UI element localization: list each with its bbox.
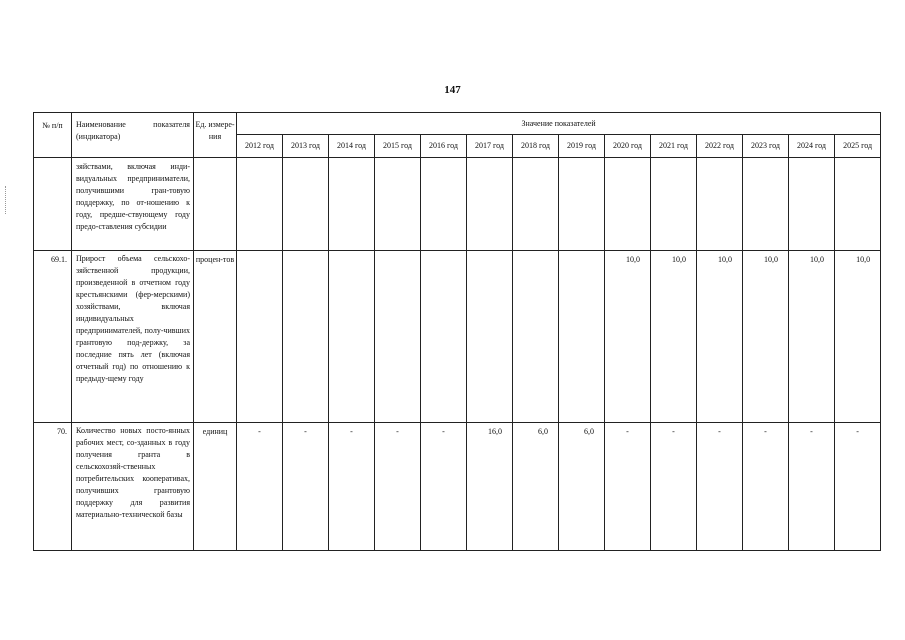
- row-value-cell: -: [421, 423, 467, 551]
- row-value-cell: 10,0: [835, 251, 881, 423]
- header-year: 2025 год: [835, 135, 881, 158]
- header-year: 2015 год: [375, 135, 421, 158]
- row-value-cell: [283, 251, 329, 423]
- row-value-cell: [467, 251, 513, 423]
- margin-mark: [5, 186, 7, 214]
- header-values-title: Значение показателей: [237, 113, 881, 135]
- row-value-cell: -: [789, 423, 835, 551]
- row-value-cell: [375, 158, 421, 251]
- row-value-cell: 6,0: [513, 423, 559, 551]
- header-year: 2012 год: [237, 135, 283, 158]
- row-value-cell: [421, 251, 467, 423]
- row-value-cell: [421, 158, 467, 251]
- row-value-cell: [283, 158, 329, 251]
- row-value-cell: [329, 158, 375, 251]
- header-unit: Ед. измере-ния: [194, 113, 237, 158]
- row-value-cell: -: [651, 423, 697, 551]
- row-value-cell: [835, 158, 881, 251]
- row-unit: процен-тов: [194, 251, 237, 423]
- indicators-table-container: [33, 112, 881, 551]
- row-value-cell: 10,0: [789, 251, 835, 423]
- row-value-cell: [513, 158, 559, 251]
- header-row-top: [34, 113, 881, 135]
- row-value-cell: -: [743, 423, 789, 551]
- table-row: [34, 158, 881, 251]
- header-year: 2016 год: [421, 135, 467, 158]
- row-number: [34, 158, 72, 251]
- row-value-cell: 16,0: [467, 423, 513, 551]
- row-value-cell: [605, 158, 651, 251]
- row-value-cell: [743, 158, 789, 251]
- row-value-cell: [329, 251, 375, 423]
- row-value-cell: [559, 251, 605, 423]
- table-header: [34, 113, 881, 158]
- page-number: 147: [444, 84, 461, 96]
- row-unit: [194, 158, 237, 251]
- row-value-cell: 10,0: [605, 251, 651, 423]
- row-value-cell: [651, 158, 697, 251]
- row-value-cell: [697, 158, 743, 251]
- header-year: 2022 год: [697, 135, 743, 158]
- header-year: 2013 год: [283, 135, 329, 158]
- row-value-cell: -: [375, 423, 421, 551]
- row-indicator-name: Прирост объема сельскохо-зяйственной продукции, произведенной в отчетном году крестьянскими (фер-мерскими) хозяйствами, включая индивидуальных предпринимателей, полу-чивших грантовую под-держку, за последние пять лет (включая отчетный год) по отношению к предыду-щему году: [72, 251, 194, 423]
- header-year: 2018 год: [513, 135, 559, 158]
- table-body: [34, 158, 881, 551]
- row-value-cell: -: [283, 423, 329, 551]
- row-value-cell: -: [835, 423, 881, 551]
- row-unit: единиц: [194, 423, 237, 551]
- row-indicator-name: Количество новых посто-янных рабочих мест, со-зданных в году получения гранта в сельскохозяй-ственных потребительских кооперативах, получивших грантовую поддержку для развития материально-технической базы: [72, 423, 194, 551]
- row-value-cell: 6,0: [559, 423, 605, 551]
- header-year: 2024 год: [789, 135, 835, 158]
- row-value-cell: [559, 158, 605, 251]
- table-row: [34, 423, 881, 551]
- header-year: 2019 год: [559, 135, 605, 158]
- row-value-cell: [237, 251, 283, 423]
- row-value-cell: [513, 251, 559, 423]
- row-value-cell: [789, 158, 835, 251]
- row-value-cell: 10,0: [651, 251, 697, 423]
- row-value-cell: 10,0: [743, 251, 789, 423]
- header-year: 2014 год: [329, 135, 375, 158]
- header-indicator: Наименование показателя (индикатора): [72, 113, 194, 158]
- row-number: 69.1.: [34, 251, 72, 423]
- row-value-cell: -: [329, 423, 375, 551]
- row-value-cell: [467, 158, 513, 251]
- header-year: 2020 год: [605, 135, 651, 158]
- row-value-cell: -: [697, 423, 743, 551]
- row-number: 70.: [34, 423, 72, 551]
- header-year: 2021 год: [651, 135, 697, 158]
- row-value-cell: [375, 251, 421, 423]
- row-value-cell: [237, 158, 283, 251]
- table-row: [34, 251, 881, 423]
- row-indicator-name: зяйствами, включая инди-видуальных предприниматели, получившими гран-товую поддержку, по от-ношению к году, предше-ствующему году предо-ставления субсидии: [72, 158, 194, 251]
- header-year: 2023 год: [743, 135, 789, 158]
- row-value-cell: 10,0: [697, 251, 743, 423]
- header-number: № п/п: [34, 113, 72, 158]
- header-year: 2017 год: [467, 135, 513, 158]
- indicators-table: [33, 112, 881, 551]
- row-value-cell: -: [237, 423, 283, 551]
- row-value-cell: -: [605, 423, 651, 551]
